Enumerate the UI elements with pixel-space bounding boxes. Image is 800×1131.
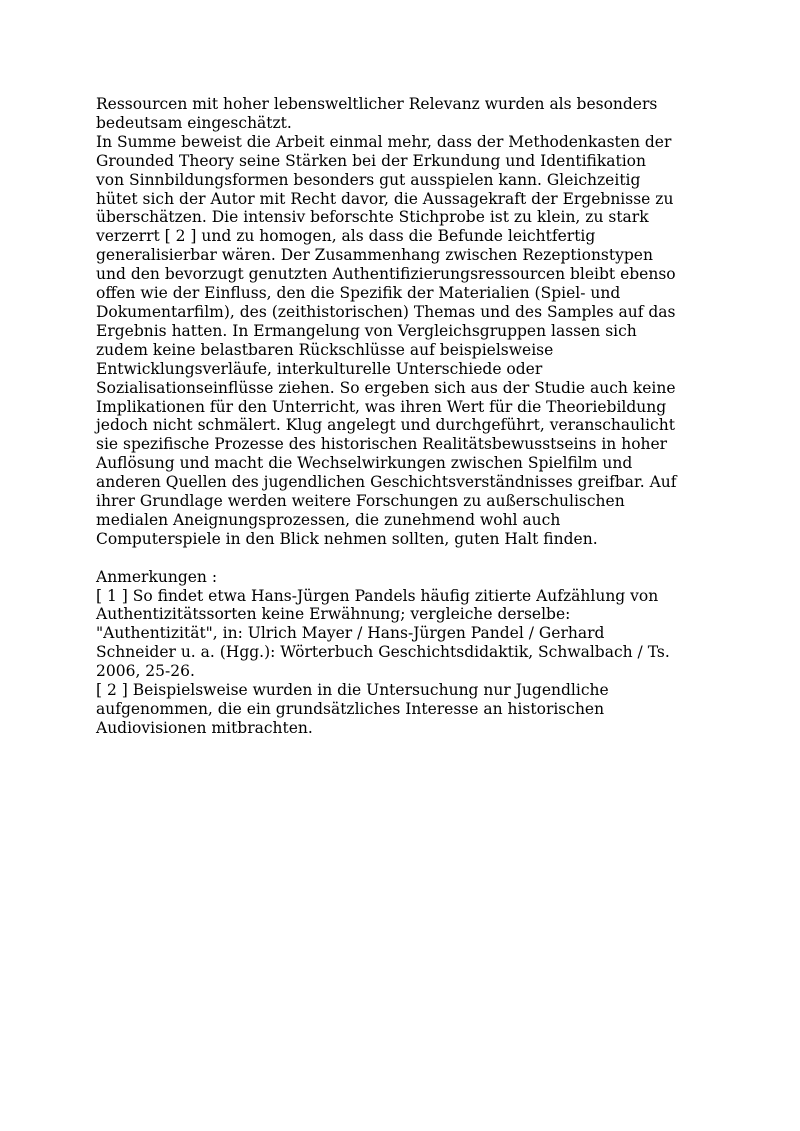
text-line: Ressourcen mit hoher lebensweltlicher Relevanz wurden als besonders [96,95,658,113]
footnote-2 [96,681,716,738]
text-line: und den bevorzugt genutzten Authentifizierungsressourcen bleibt ebenso [96,265,676,284]
text-line: [ 1 ] So findet etwa Hans-Jürgen Pandels häufig zitierte Aufzählung von [96,586,659,605]
text-line: Dokumentarfilm), des (zeithistorischen) Themas und des Samples auf das [96,302,676,321]
text-line: Grounded Theory seine Stärken bei der Erkundung und Identifikation [96,151,646,170]
text-line: anderen Quellen des jugendlichen Geschichtsverständnisses greifbar. Auf [96,473,677,492]
text-line: Sozialisationseinflüsse ziehen. So ergeben sich aus der Studie auch keine [96,378,676,397]
text-line: überschätzen. Die intensiv beforschte Stichprobe ist zu klein, zu stark [96,208,649,227]
document-page [96,95,716,738]
paragraph-intro [96,95,716,133]
text-line: Authentizitätssorten keine Erwähnung; vergleiche derselbe: [96,605,571,624]
notes-heading: Anmerkungen : [96,567,218,586]
text-line: zudem keine belastbaren Rückschlüsse auf beispielsweise [96,340,554,359]
text-line: [ 2 ] Beispielsweise wurden in die Untersuchung nur Jugendliche [96,681,609,700]
text-line: sie spezifische Prozesse des historischen Realitätsbewusstseins in hoher [96,435,668,454]
text-line: aufgenommen, die ein grundsätzliches Interesse an historischen [96,699,605,718]
text-line: medialen Aneignungsprozessen, die zunehmend wohl auch [96,510,561,529]
footnote-1 [96,587,716,682]
text-line: Entwicklungsverläufe, interkulturelle Unterschiede oder [96,359,543,378]
text-line: In Summe beweist die Arbeit einmal mehr, dass der Methodenkasten der [96,132,672,151]
text-line: generalisierbar wären. Der Zusammenhang zwischen Rezeptionstypen [96,246,653,265]
text-line: Implikationen für den Unterricht, was ihren Wert für die Theoriebildung [96,397,667,416]
text-line: 2006, 25-26. [96,662,195,681]
paragraph-spacer [96,549,716,568]
text-line: bedeutsam eingeschätzt. [96,113,292,132]
text-line: von Sinnbildungsformen besonders gut ausspielen kann. Gleichzeitig [96,170,641,189]
text-line: "Authentizität", in: Ulrich Mayer / Hans-Jürgen Pandel / Gerhard [96,624,605,643]
paragraph-summary [96,133,716,549]
text-line: Ergebnis hatten. In Ermangelung von Vergleichsgruppen lassen sich [96,321,637,340]
notes-section [96,568,716,738]
text-line: verzerrt [ 2 ] und zu homogen, als dass die Befunde leichtfertig [96,227,596,246]
text-line: Computerspiele in den Blick nehmen sollten, guten Halt finden. [96,529,598,548]
text-line: hütet sich der Autor mit Recht davor, die Aussagekraft der Ergebnisse zu [96,189,674,208]
text-line: Audiovisionen mitbrachten. [96,718,313,737]
text-line: jedoch nicht schmälert. Klug angelegt und durchgeführt, veranschaulicht [96,416,675,435]
text-line: Auflösung und macht die Wechselwirkungen zwischen Spielfilm und [96,454,633,473]
text-line: ihrer Grundlage werden weitere Forschungen zu außerschulischen [96,492,625,511]
text-line: Schneider u. a. (Hgg.): Wörterbuch Geschichtsdidaktik, Schwalbach / Ts. [96,643,670,662]
text-line: offen wie der Einfluss, den die Spezifik der Materialien (Spiel- und [96,284,621,303]
